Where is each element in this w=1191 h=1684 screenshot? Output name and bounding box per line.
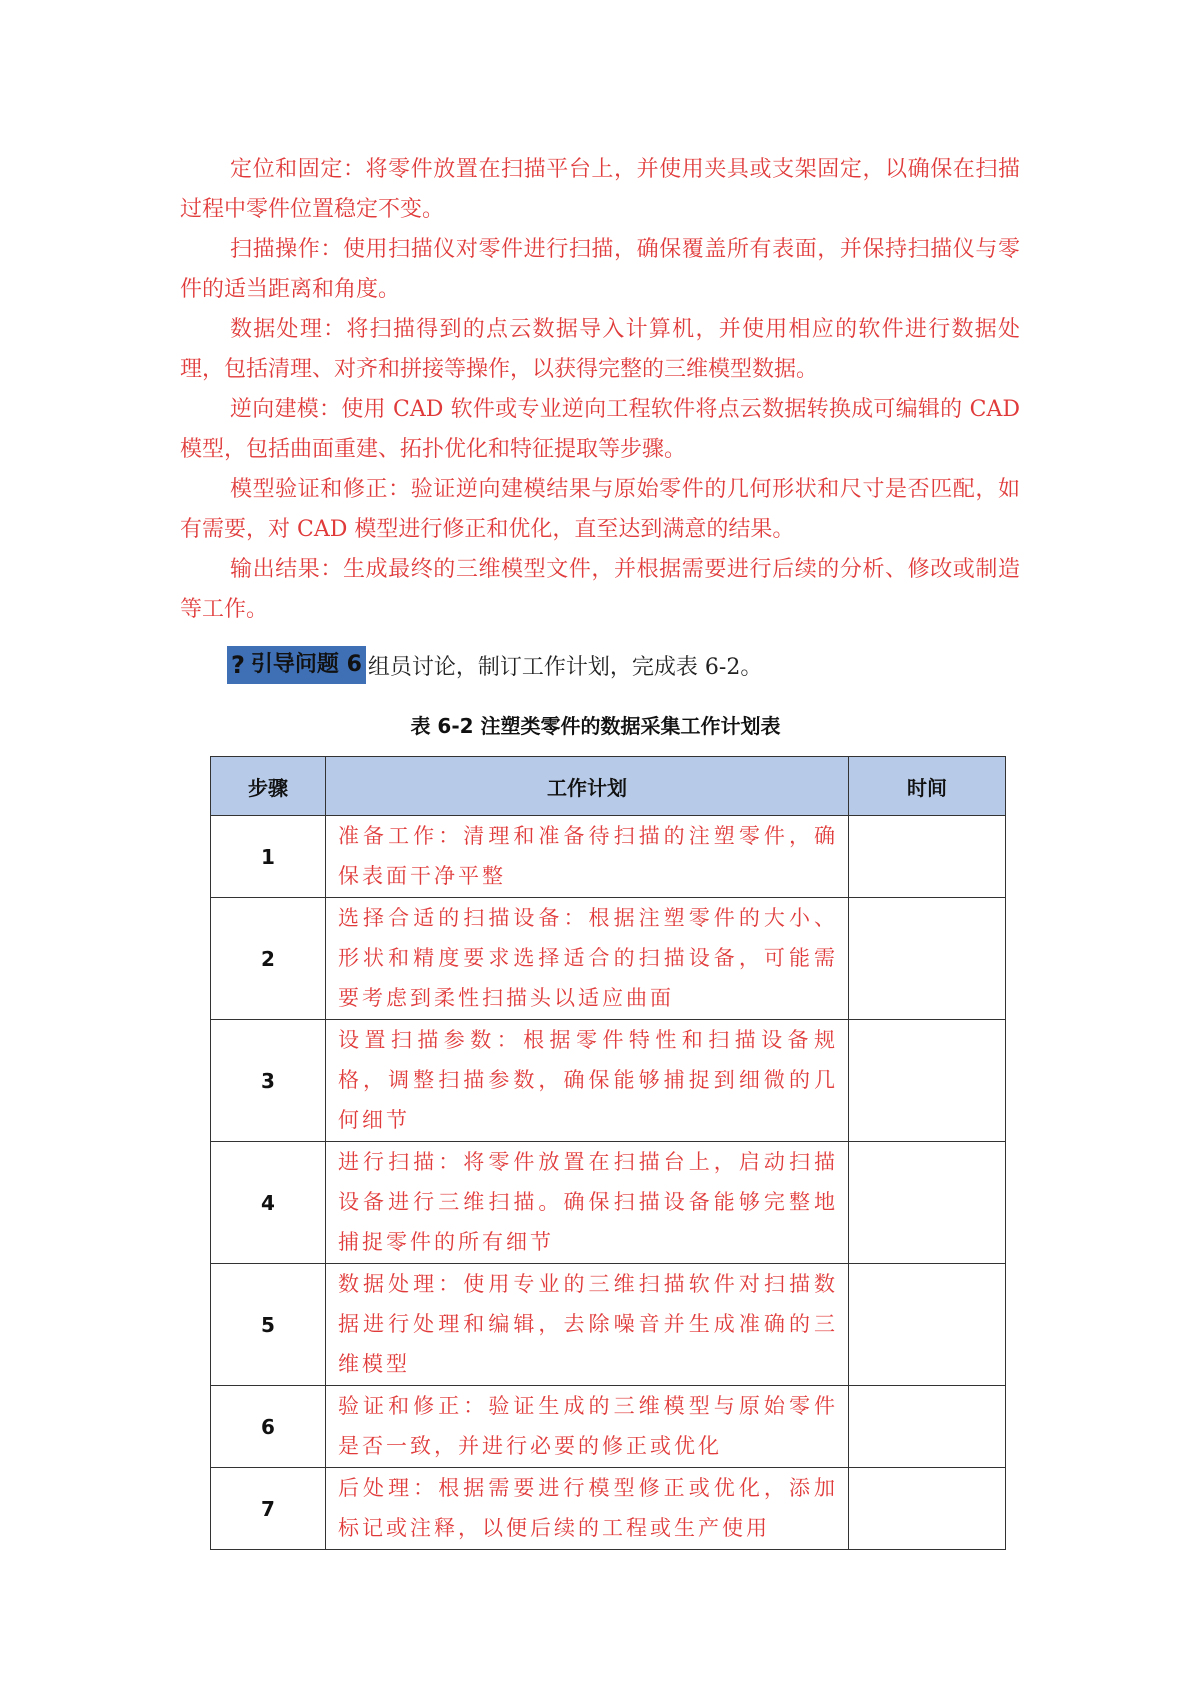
question-mark-icon: ? [231, 651, 245, 679]
time-cell [849, 1020, 1006, 1142]
header-time: 时间 [849, 757, 1006, 816]
step-cell: 3 [211, 1020, 326, 1142]
plan-cell: 进行扫描：将零件放置在扫描台上，启动扫描设备进行三维扫描。确保扫描设备能够完整地捕捉零件的所有细节 [326, 1142, 849, 1264]
guide-question [227, 646, 762, 684]
plan-cell: 后处理：根据需要进行模型修正或优化，添加标记或注释，以便后续的工程或生产使用 [326, 1468, 849, 1550]
table-row [211, 816, 1006, 898]
plan-cell: 设置扫描参数：根据零件特性和扫描设备规格，调整扫描参数，确保能够捕捉到细微的几何细节 [326, 1020, 849, 1142]
plan-cell: 数据处理：使用专业的三维扫描软件对扫描数据进行处理和编辑，去除噪音并生成准确的三维模型 [326, 1264, 849, 1386]
paragraph-data-processing: 数据处理：将扫描得到的点云数据导入计算机，并使用相应的软件进行数据处理，包括清理、对齐和拼接等操作，以获得完整的三维模型数据。 [180, 317, 1020, 382]
paragraph-positioning: 定位和固定：将零件放置在扫描平台上，并使用夹具或支架固定，以确保在扫描过程中零件位置稳定不变。 [180, 157, 1020, 222]
guide-question-text: 组员讨论，制订工作计划，完成表 6-2。 [367, 654, 763, 680]
table-row [211, 1264, 1006, 1386]
guide-question-label: 引导问题 6 [250, 652, 362, 677]
table-row [211, 1142, 1006, 1264]
time-cell [849, 1264, 1006, 1386]
guide-question-badge [227, 646, 366, 684]
step-cell: 6 [211, 1386, 326, 1468]
time-cell [849, 898, 1006, 1020]
table-row [211, 898, 1006, 1020]
table-row [211, 1468, 1006, 1550]
table-header-row [211, 757, 1006, 816]
plan-cell: 准备工作：清理和准备待扫描的注塑零件，确保表面干净平整 [326, 816, 849, 898]
header-step: 步骤 [211, 757, 326, 816]
step-cell: 1 [211, 816, 326, 898]
time-cell [849, 1142, 1006, 1264]
time-cell [849, 1386, 1006, 1468]
work-plan-table [210, 756, 1006, 1550]
step-cell: 2 [211, 898, 326, 1020]
time-cell [849, 1468, 1006, 1550]
plan-cell: 验证和修正：验证生成的三维模型与原始零件是否一致，并进行必要的修正或优化 [326, 1386, 849, 1468]
step-cell: 5 [211, 1264, 326, 1386]
body-text [180, 150, 1020, 630]
step-cell: 7 [211, 1468, 326, 1550]
time-cell [849, 816, 1006, 898]
paragraph-scanning: 扫描操作：使用扫描仪对零件进行扫描，确保覆盖所有表面，并保持扫描仪与零件的适当距离和角度。 [180, 237, 1020, 302]
header-plan: 工作计划 [326, 757, 849, 816]
step-cell: 4 [211, 1142, 326, 1264]
paragraph-model-verification: 模型验证和修正：验证逆向建模结果与原始零件的几何形状和尺寸是否匹配，如有需要，对 CAD 模型进行修正和优化，直至达到满意的结果。 [180, 477, 1020, 542]
table-row [211, 1386, 1006, 1468]
paragraph-reverse-modeling: 逆向建模：使用 CAD 软件或专业逆向工程软件将点云数据转换成可编辑的 CAD 模型，包括曲面重建、拓扑优化和特征提取等步骤。 [180, 397, 1020, 462]
plan-cell: 选择合适的扫描设备：根据注塑零件的大小、形状和精度要求选择适合的扫描设备，可能需要考虑到柔性扫描头以适应曲面 [326, 898, 849, 1020]
table-row [211, 1020, 1006, 1142]
paragraph-output: 输出结果：生成最终的三维模型文件，并根据需要进行后续的分析、修改或制造等工作。 [180, 557, 1020, 622]
table-caption: 表 6-2 注塑类零件的数据采集工作计划表 [410, 714, 781, 738]
